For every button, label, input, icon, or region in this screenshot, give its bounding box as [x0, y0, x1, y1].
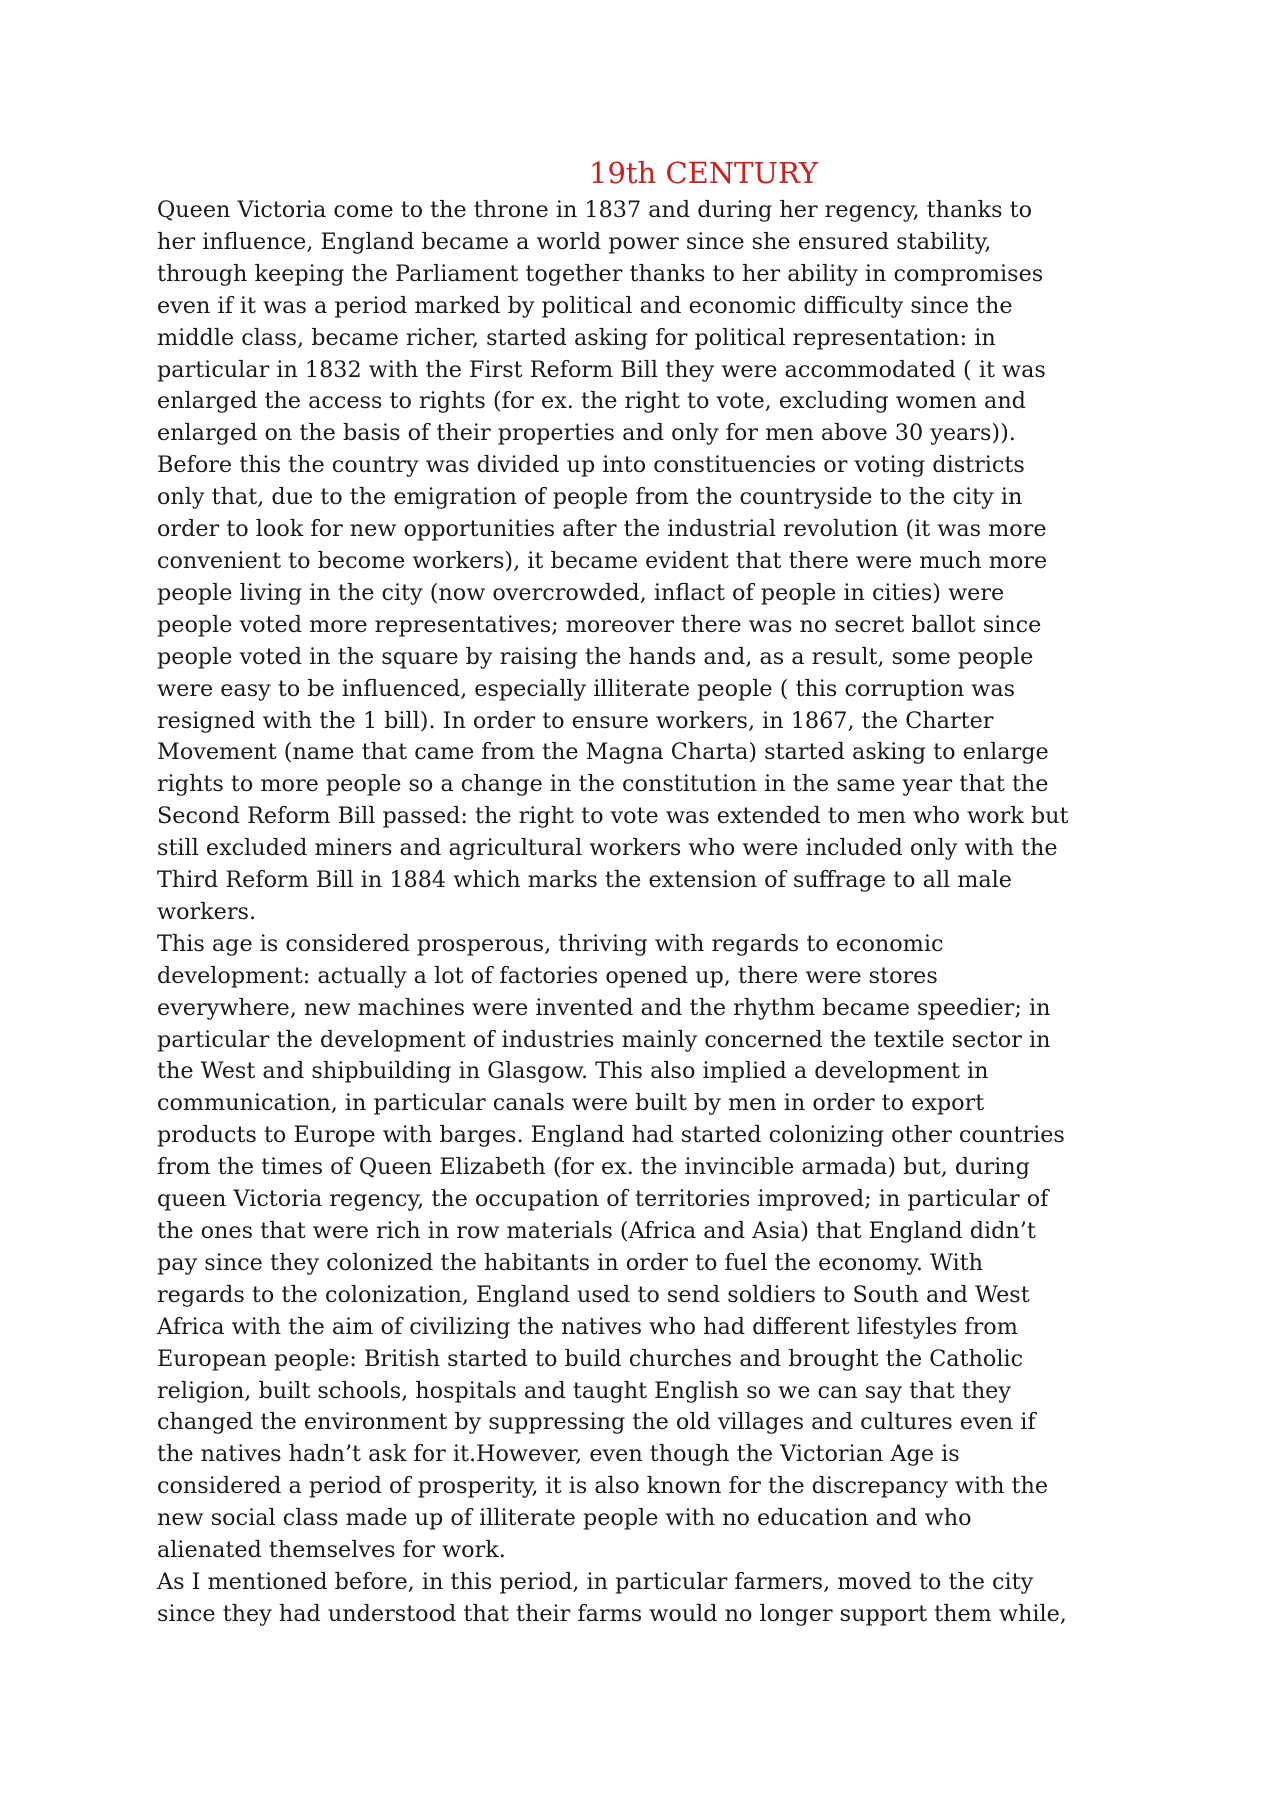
- text-line: the West and shipbuilding in Glasgow. This also implied a development in: [157, 1058, 989, 1085]
- text-line: from the times of Queen Elizabeth (for ex. the invincible armada) but, during: [157, 1154, 1030, 1181]
- text-line: Africa with the aim of civilizing the natives who had different lifestyles from: [157, 1313, 1018, 1340]
- text-line: were easy to be influenced, especially illiterate people ( this corruption was: [157, 675, 1016, 702]
- text-line: middle class, became richer, started asking for political representation: in: [157, 324, 996, 351]
- text-line: only that, due to the emigration of people from the countryside to the city in: [157, 484, 1023, 511]
- text-line: people voted more representatives; moreover there was no secret ballot since: [157, 611, 1042, 638]
- text-line: still excluded miners and agricultural workers who were included only with the: [157, 835, 1058, 862]
- text-line: convenient to become workers), it became evident that there were much more: [157, 547, 1048, 574]
- text-line: religion, built schools, hospitals and taught English so we can say that they: [157, 1377, 1011, 1404]
- text-line: enlarged the access to rights (for ex. the right to vote, excluding women and: [157, 388, 1026, 415]
- text-line: Movement (name that came from the Magna Charta) started asking to enlarge: [157, 739, 1049, 766]
- text-line: order to look for new opportunities after the industrial revolution (it was more: [157, 516, 1047, 543]
- page-title: 19th CENTURY: [589, 156, 819, 190]
- text-line: queen Victoria regency, the occupation of territories improved; in particular of: [157, 1186, 1049, 1213]
- text-line: enlarged on the basis of their properties and only for men above 30 years)).: [157, 420, 1016, 447]
- text-line: alienated themselves for work.: [157, 1537, 506, 1564]
- text-line: the ones that were rich in row materials (Africa and Asia) that England didn’t: [157, 1218, 1036, 1244]
- text-line: Before this the country was divided up into constituencies or voting districts: [157, 452, 1025, 479]
- text-line: changed the environment by suppressing the old villages and cultures even if: [157, 1409, 1036, 1436]
- text-line: since they had understood that their farms would no longer support them while,: [157, 1600, 1067, 1627]
- text-line: new social class made up of illiterate people with no education and who: [157, 1505, 972, 1532]
- text-line: development: actually a lot of factories opened up, there were stores: [157, 962, 938, 989]
- text-line: people voted in the square by raising the hands and, as a result, some people: [157, 643, 1034, 670]
- text-line: particular in 1832 with the First Reform Bill they were accommodated ( it was: [157, 356, 1046, 383]
- text-line: people living in the city (now overcrowded, inflact of people in cities) were: [157, 579, 1005, 606]
- text-line: pay since they colonized the habitants in order to fuel the economy. With: [157, 1249, 983, 1276]
- text-line: Third Reform Bill in 1884 which marks the extension of suffrage to all male: [157, 867, 1012, 894]
- text-line: communication, in particular canals were built by men in order to export: [157, 1090, 985, 1117]
- text-line: considered a period of prosperity, it is also known for the discrepancy with the: [157, 1473, 1049, 1500]
- text-line: rights to more people so a change in the constitution in the same year that the: [157, 771, 1049, 798]
- text-line: As I mentioned before, in this period, in particular farmers, moved to the city: [157, 1568, 1034, 1595]
- text-line: regards to the colonization, England used to send soldiers to South and West: [157, 1281, 1030, 1308]
- text-line: European people: British started to build churches and brought the Catholic: [157, 1345, 1024, 1372]
- text-line: through keeping the Parliament together thanks to her ability in compromises: [157, 260, 1044, 287]
- text-line: particular the development of industries mainly concerned the textile sector in: [157, 1026, 1051, 1053]
- text-line: everywhere, new machines were invented and the rhythm became speedier; in: [157, 994, 1051, 1021]
- text-line: products to Europe with barges. England had started colonizing other countries: [157, 1122, 1065, 1149]
- body-text: [157, 195, 1257, 1631]
- text-line: her influence, England became a world power since she ensured stability,: [157, 228, 992, 255]
- text-line: the natives hadn’t ask for it.However, even though the Victorian Age is: [157, 1441, 960, 1468]
- text-line: Second Reform Bill passed: the right to vote was extended to men who work but: [157, 803, 1069, 830]
- text-line: resigned with the 1 bill). In order to ensure workers, in 1867, the Charter: [157, 707, 994, 734]
- text-line: Queen Victoria come to the throne in 1837 and during her regency, thanks to: [157, 197, 1033, 223]
- text-line: This age is considered prosperous, thriving with regards to economic: [157, 930, 944, 957]
- text-line: workers.: [157, 898, 257, 925]
- text-line: even if it was a period marked by political and economic difficulty since the: [157, 292, 1013, 319]
